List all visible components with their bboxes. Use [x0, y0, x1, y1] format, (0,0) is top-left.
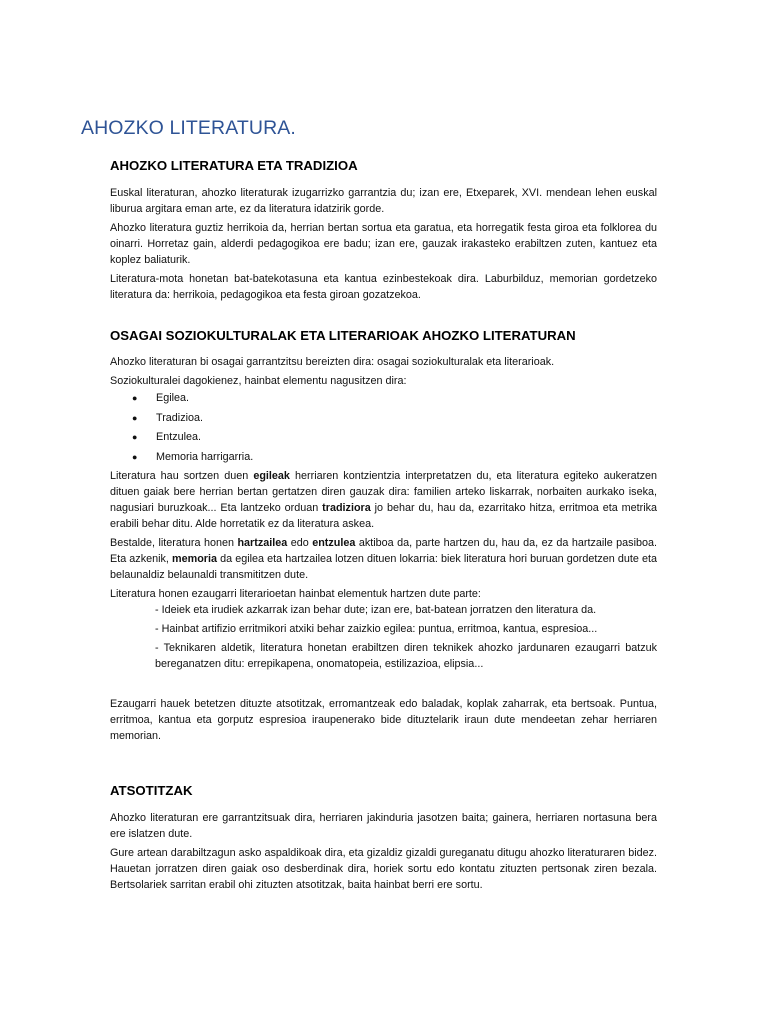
keyword: memoria [172, 552, 218, 565]
paragraph: Ezaugarri hauek betetzen dituzte atsotitzak, erromantzeak edo baladak, koplak zaharrak, eta bertsoak. Puntua, erritmoa, kantua eta gorputz espresioa iraupenerako bide dituztelarik iraun dute mendeetan zehar herriaren memorian. [110, 697, 657, 742]
list-item: ● Egilea. [110, 389, 657, 409]
bullet-icon: ● [132, 452, 138, 463]
keyword: egileak [253, 469, 290, 482]
section-heading-tradizioa: AHOZKO LITERATURA ETA TRADIZIOA [110, 158, 358, 173]
section-heading-osagaiak: OSAGAI SOZIOKULTURALAK ETA LITERARIOAK AHOZKO LITERATURAN [110, 328, 576, 343]
list-item: ● Entzulea. [110, 428, 657, 448]
list-item: - Teknikaren aldetik, literatura honetan erabiltzen diren teknikek ahozko jardunaren ezaugarri batzuk bereganatzen ditu: errepikapena, onomatopeia, estilizazioa, elipsia... [155, 641, 657, 670]
document-body [110, 157, 657, 893]
list-item: ● Tradizioa. [110, 409, 657, 429]
keyword: entzulea [312, 536, 356, 549]
paragraph: Bestalde, literatura honen hartzailea edo entzulea aktiboa da, parte hartzen du, hau da, ez da hartzaile pasiboa. Eta azkenik, memoria da egilea eta hartzailea lotzen dituen lokarria: biek literatura hori buruan gordetzen dute eta belaunaldiz belaunaldi transmititzen dute. [110, 536, 657, 581]
dash-list [155, 602, 657, 672]
bullet-list [110, 389, 657, 468]
paragraph: Literatura-mota honetan bat-batekotasuna eta kantua ezinbestekoak dira. Laburbilduz, memorian gordetzeko literatura da: herrikoia, pedagogikoa eta festa giroan gozatzekoa. [110, 273, 657, 301]
bullet-icon: ● [132, 432, 138, 443]
list-item: ● Memoria harrigarria. [110, 448, 657, 468]
document-title: AHOZKO LITERATURA. [81, 117, 296, 139]
list-item: - Ideiek eta irudiek azkarrak izan behar dute; izan ere, bat-batean jorratzen den literatura da. [155, 603, 597, 616]
paragraph: Ahozko literaturan ere garrantzitsuak dira, herriaren jakinduria jasotzen baita; gainera, herriaren nortasuna bera ere islatzen dute. [110, 811, 657, 840]
keyword: tradiziora [322, 501, 371, 514]
section-heading-atsotitzak: ATSOTITZAK [110, 782, 193, 798]
paragraph: Literatura honen ezaugarri literarioetan hainbat elementuk hartzen dute parte: [110, 587, 481, 600]
keyword: hartzailea [237, 536, 288, 549]
paragraph: Soziokulturalei dagokienez, hainbat elementu nagusitzen dira: [110, 375, 407, 387]
bullet-icon: ● [132, 393, 138, 403]
bullet-icon: ● [132, 412, 138, 423]
paragraph: Ahozko literatura guztiz herrikoia da, herrian bertan sortua eta garatua, eta horregatik festa giroa eta folklorea du oinarri. Horretaz gain, alderdi pedagogikoa ere badu; izan ere, gauzak irakasteko erabiltzen zuten, kantuez eta koplez baliaturik. [110, 222, 657, 266]
paragraph: Ahozko literaturan bi osagai garrantzitsu bereizten dira: osagai soziokulturalak eta literarioak. [110, 356, 555, 368]
paragraph: Literatura hau sortzen duen egileak herriaren kontzientzia interpretatzen du, eta literatura egiteko aukeratzen dituen gaiak bere herrian bertan gertatzen diren gauzak dira: familien arteko liskarrak, norbaiten aurkako iseka, nagusiari buruzkoak... Eta lantzeko orduan tradiziora jo behar du, hau da, ezarritako hitza, erritmoa eta metrika erabili behar ditu. Alde horretatik ez da literatura askea. [110, 469, 657, 530]
list-item: - Hainbat artifizio erritmikori atxiki behar zaizkio egilea: puntua, erritmoa, kantua, espresioa... [155, 622, 598, 635]
paragraph: Euskal literaturan, ahozko literaturak izugarrizko garrantzia du; izan ere, Etxeparek, XVI. mendean lehen euskal liburua argitara eman arte, ez da literatura idatzirik gorde. [110, 187, 657, 215]
paragraph: Gure artean darabiltzagun asko aspaldikoak dira, eta gizaldiz gizaldi gureganatu ditugu ahozko literaturaren bidez. Hauetan jorratzen diren gaiak oso desberdinak dira, horiek sortu edo kontatu zituzten pertsonak ziren bezala. Bertsolariek sarritan erabil ohi zituzten atsotitzak, baita hainbat berri ere sortu. [110, 846, 657, 891]
